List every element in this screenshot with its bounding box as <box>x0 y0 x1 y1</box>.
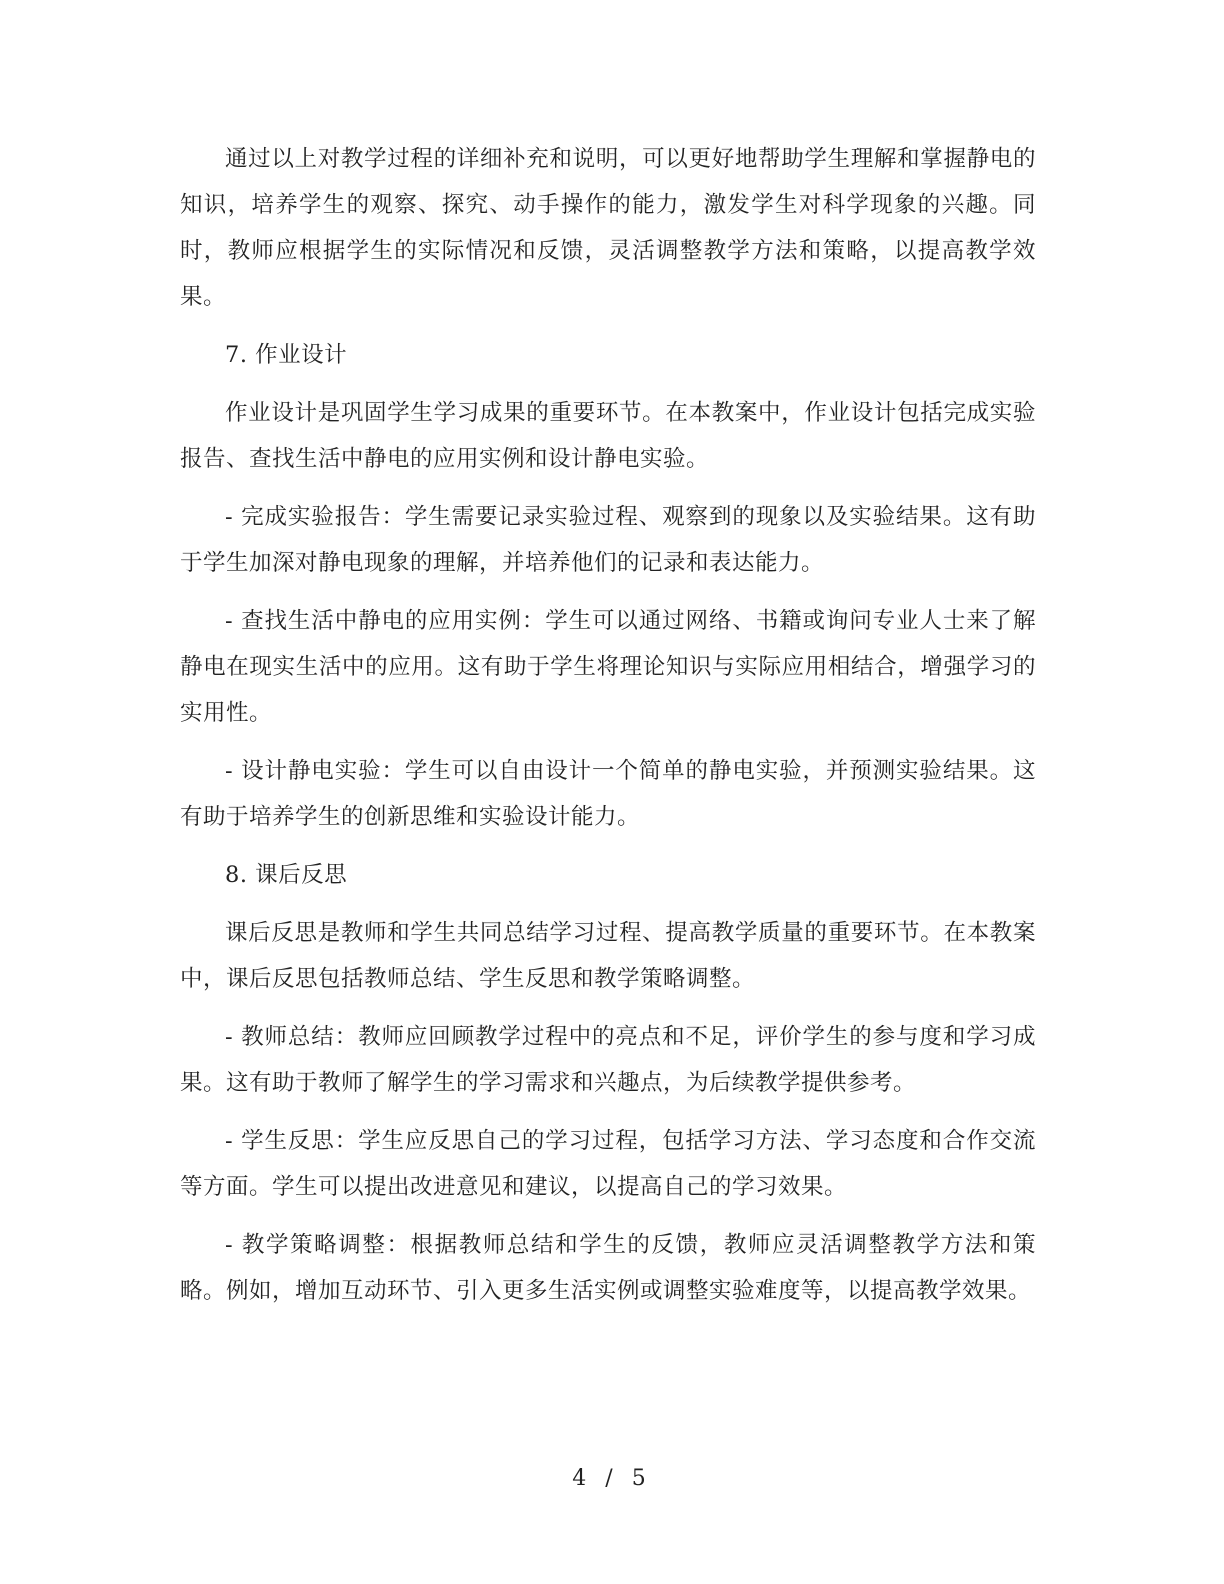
list-item: - 教学策略调整：根据教师总结和学生的反馈，教师应灵活调整教学方法和策略。例如，增加互动环节、引入更多生活实例或调整实验难度等，以提高教学效果。 <box>180 1232 1036 1304</box>
section-heading-homework: 7. 作业设计 <box>225 342 348 368</box>
list-item: - 完成实验报告：学生需要记录实验过程、观察到的现象以及实验结果。这有助于学生加深对静电现象的理解，并培养他们的记录和表达能力。 <box>180 504 1036 576</box>
page-number: 4 / 5 <box>572 1466 652 1491</box>
section-heading-reflection: 8. 课后反思 <box>225 862 348 888</box>
paragraph: 课后反思是教师和学生共同总结学习过程、提高教学质量的重要环节。在本教案中，课后反思包括教师总结、学生反思和教学策略调整。 <box>180 920 1036 992</box>
document-body <box>180 136 1036 1326</box>
list-item: - 学生反思：学生应反思自己的学习过程，包括学习方法、学习态度和合作交流等方面。学生可以提出改进意见和建议，以提高自己的学习效果。 <box>180 1128 1036 1200</box>
list-item: - 查找生活中静电的应用实例：学生可以通过网络、书籍或询问专业人士来了解静电在现实生活中的应用。这有助于学生将理论知识与实际应用相结合，增强学习的实用性。 <box>180 608 1036 726</box>
paragraph: 通过以上对教学过程的详细补充和说明，可以更好地帮助学生理解和掌握静电的知识，培养学生的观察、探究、动手操作的能力，激发学生对科学现象的兴趣。同时，教师应根据学生的实际情况和反馈，灵活调整教学方法和策略，以提高教学效果。 <box>180 146 1036 310</box>
list-item: - 教师总结：教师应回顾教学过程中的亮点和不足，评价学生的参与度和学习成果。这有助于教师了解学生的学习需求和兴趣点，为后续教学提供参考。 <box>180 1024 1036 1096</box>
list-item: - 设计静电实验：学生可以自由设计一个简单的静电实验，并预测实验结果。这有助于培养学生的创新思维和实验设计能力。 <box>180 758 1036 830</box>
paragraph: 作业设计是巩固学生学习成果的重要环节。在本教案中，作业设计包括完成实验报告、查找生活中静电的应用实例和设计静电实验。 <box>180 400 1036 472</box>
